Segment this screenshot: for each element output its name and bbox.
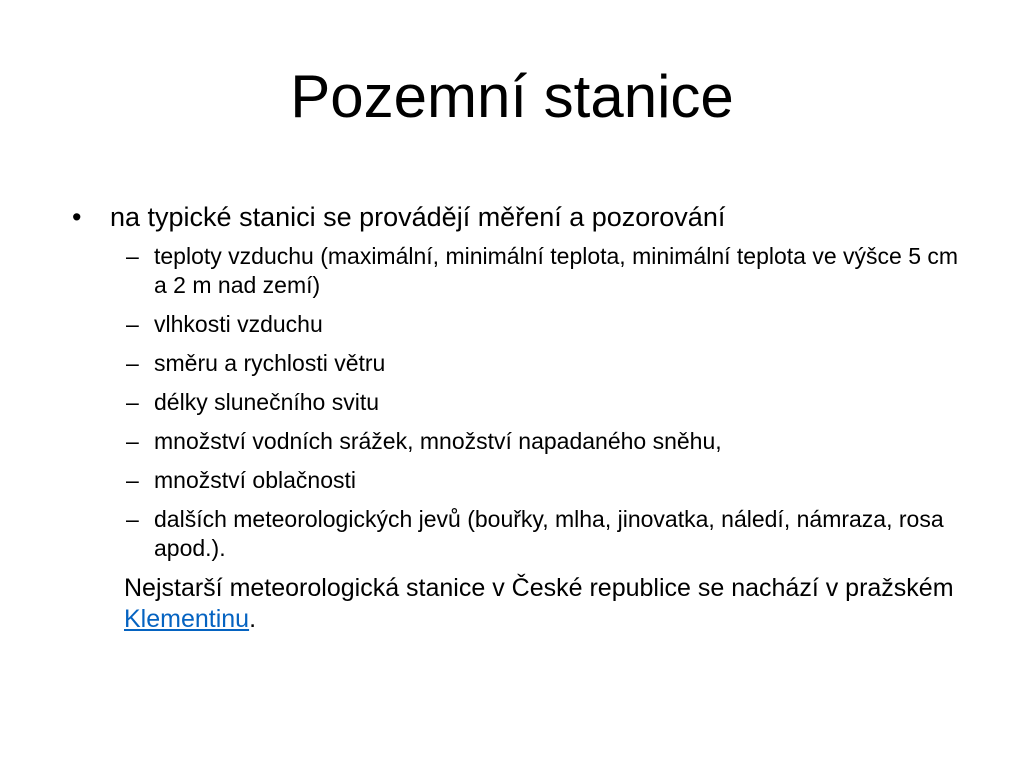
bullet-marker: • [72, 202, 82, 232]
dash-marker: – [126, 428, 139, 454]
paragraph [68, 573, 968, 635]
dash-marker: – [126, 506, 139, 532]
sub-item-air-temperature [68, 242, 968, 300]
dash-marker: – [126, 467, 139, 493]
sub-item-cloudiness [68, 466, 968, 495]
sub-item-text: délky slunečního svitu [154, 389, 380, 415]
paragraph-end: . [249, 605, 257, 633]
dash-marker: – [126, 243, 139, 269]
dash-marker: – [126, 350, 139, 376]
bullet-text: na typické stanici se provádějí měření a pozorování [110, 202, 726, 232]
paragraph-text: Nejstarší meteorologická stanice v České republice se nachází v pražském [124, 574, 954, 602]
sub-item-weather-phenomena [68, 505, 968, 563]
sub-item-text: množství vodních srážek, množství napadaného sněhu, [154, 428, 722, 454]
sub-item-sunshine [68, 388, 968, 417]
sub-item-wind [68, 349, 968, 378]
slide-title: Pozemní stanice [290, 63, 734, 130]
slide-content [68, 198, 968, 635]
sub-item-text: vlhkosti vzduchu [154, 311, 323, 337]
dash-marker: – [126, 311, 139, 337]
bullet-item [68, 198, 968, 236]
sub-item-text: teploty vzduchu (maximální, minimální teplota, minimální teplota ve výšce 5 cm a 2 m nad zemí) [154, 243, 959, 298]
sub-item-text: dalších meteorologických jevů (bouřky, mlha, jinovatka, náledí, námraza, rosa apod.). [154, 506, 944, 561]
klementinum-link[interactable]: Klementinu [124, 605, 250, 633]
sub-item-text: množství oblačnosti [154, 467, 356, 493]
sub-item-text: směru a rychlosti větru [154, 350, 386, 376]
sub-item-humidity [68, 310, 968, 339]
sub-item-precipitation [68, 427, 968, 456]
dash-marker: – [126, 389, 139, 415]
